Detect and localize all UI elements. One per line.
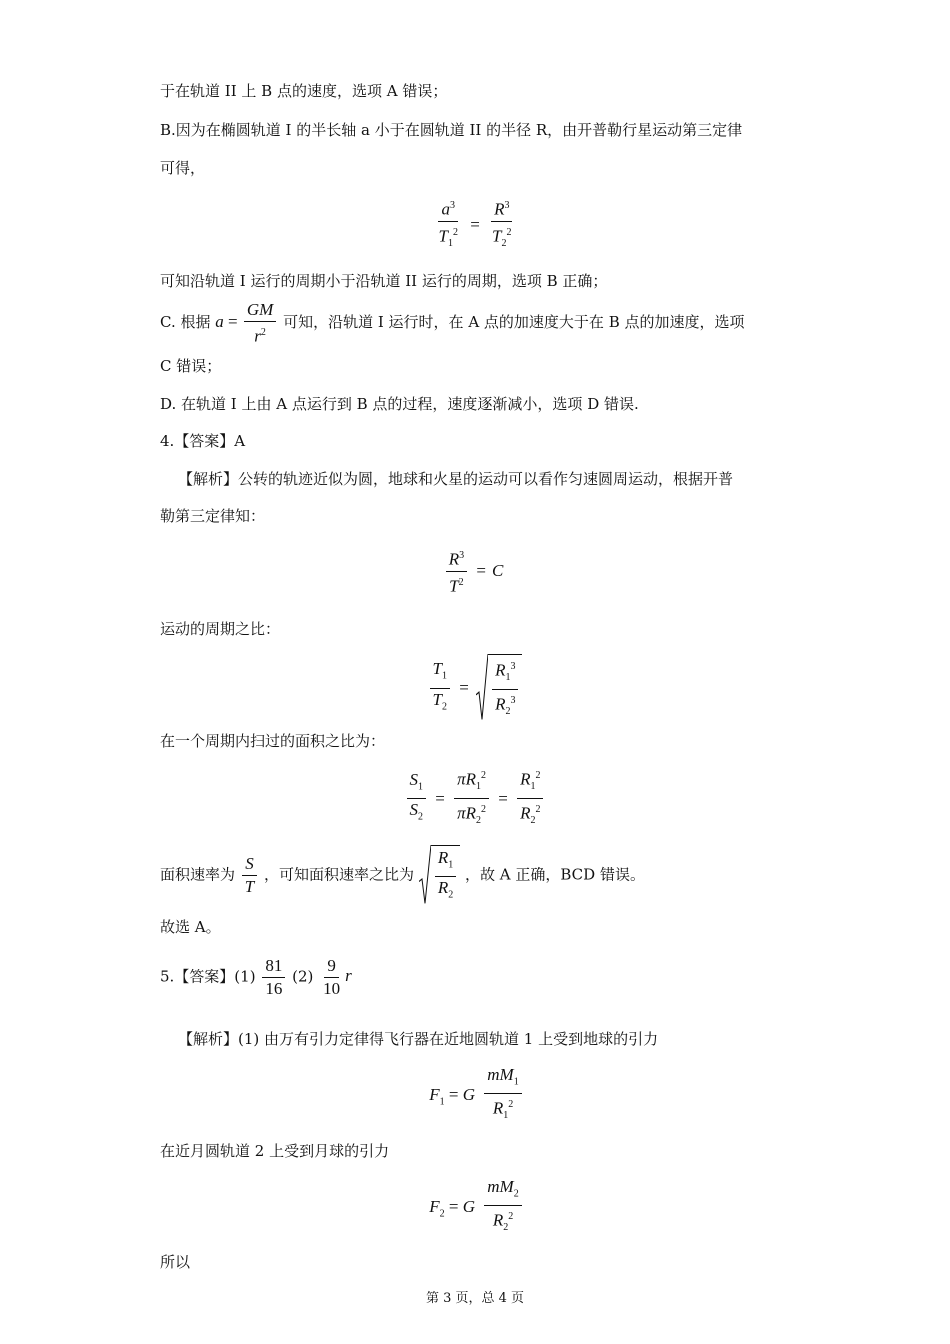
answer-heading-4: 4.【答案】A [160, 432, 246, 450]
text-line: 【解析】(1) 由万有引力定律得飞行器在近地圆轨道 1 上受到地球的引力 [178, 1030, 659, 1048]
text-line: 【解析】公转的轨迹近似为圆，地球和火星的运动可以看作匀速圆周运动，根据开普 [178, 470, 734, 488]
equation-earth-gravity: $F_1 = G$ $\frac{mM_1}{R_1^2}$ [0, 1065, 950, 1126]
text-line: 故选 A。 [160, 918, 221, 936]
text-line: 所以 [160, 1253, 191, 1271]
text-line: 在近月圆轨道 2 上受到月球的引力 [160, 1142, 390, 1160]
option-c-suffix: 可知，沿轨道 I 运行时，在 A 点的加速度大于在 B 点的加速度，选项 [283, 313, 745, 332]
text-line: B.因为在椭圆轨道 I 的半长轴 a 小于在圆轨道 II 的半径 R，由开普勒行星运动第三定律 [160, 121, 743, 139]
text-line: 可得， [160, 159, 206, 177]
text-line: 勒第三定律知： [160, 507, 266, 525]
option-c-prefix: C. 根据 [160, 313, 211, 332]
answer-5-part1-den: 16 [265, 979, 283, 998]
answer-5-part2-den: 10 [323, 979, 341, 998]
text-line: C 错误； [160, 357, 222, 375]
text-line-areal-velocity: 面积速率为 $\frac{S}{T}$ ，可知面积速率之比为 $\frac{R_1}{R_2}$ ，故 A 正确，BCD 错误。 [160, 845, 645, 906]
text-line: 运动的周期之比： [160, 620, 281, 638]
answer-5-part2-num: 9 [324, 956, 339, 978]
areal-text-c: ，故 A 正确，BCD 错误。 [465, 865, 645, 884]
text-line: 于在轨道 II 上 B 点的速度，选项 A 错误； [160, 82, 448, 100]
answer-5-part2-label: (2) [292, 967, 314, 986]
areal-text-b: ，可知面积速率之比为 [264, 865, 415, 884]
page-footer: 第 3 页，总 4 页 [425, 1291, 525, 1306]
equation-moon-gravity: $F_2 = G$ $\frac{mM_2}{R_2^2}$ [0, 1177, 950, 1238]
answer-5-part2-var: r [345, 966, 352, 986]
text-line: 在一个周期内扫过的面积之比为： [160, 732, 386, 750]
equation-area-ratio: $\frac{S_1}{S_2}$ = $\frac{\pi R_1^2}{\pi R_2^2}$ = $\frac{R_1^2}{R_2^2}$ [0, 766, 950, 831]
answer-heading-5 [160, 956, 352, 999]
answer-5-part1-label: 5.【答案】(1) [160, 967, 256, 986]
equation-kepler-constant: $\frac{R^3}{T^2}$ = C [0, 546, 950, 596]
text-line: 可知沿轨道 I 运行的周期小于沿轨道 II 运行的周期，选项 B 正确； [160, 272, 608, 290]
areal-text-a: 面积速率为 [160, 865, 236, 884]
equation-kepler-orbits: $\frac{a^3}{T_1^2}$ = $\frac{R^3}{T_2^2}$ [0, 196, 950, 254]
equation-period-ratio: $\frac{T_1}{T_2}$ = $\frac{R_1^3}{R_2^3}$ [0, 654, 950, 722]
answer-5-part1-num: 81 [262, 956, 285, 978]
text-line: D. 在轨道 I 上由 A 点运行到 B 点的过程，速度逐渐减小，选项 D 错误. [160, 395, 639, 413]
text-line-option-c: C. 根据 a = $\frac{GM}{r^2}$ 可知，沿轨道 I 运行时，在 A 点的加速度大于在 B 点的加速度，选项 [160, 300, 745, 346]
